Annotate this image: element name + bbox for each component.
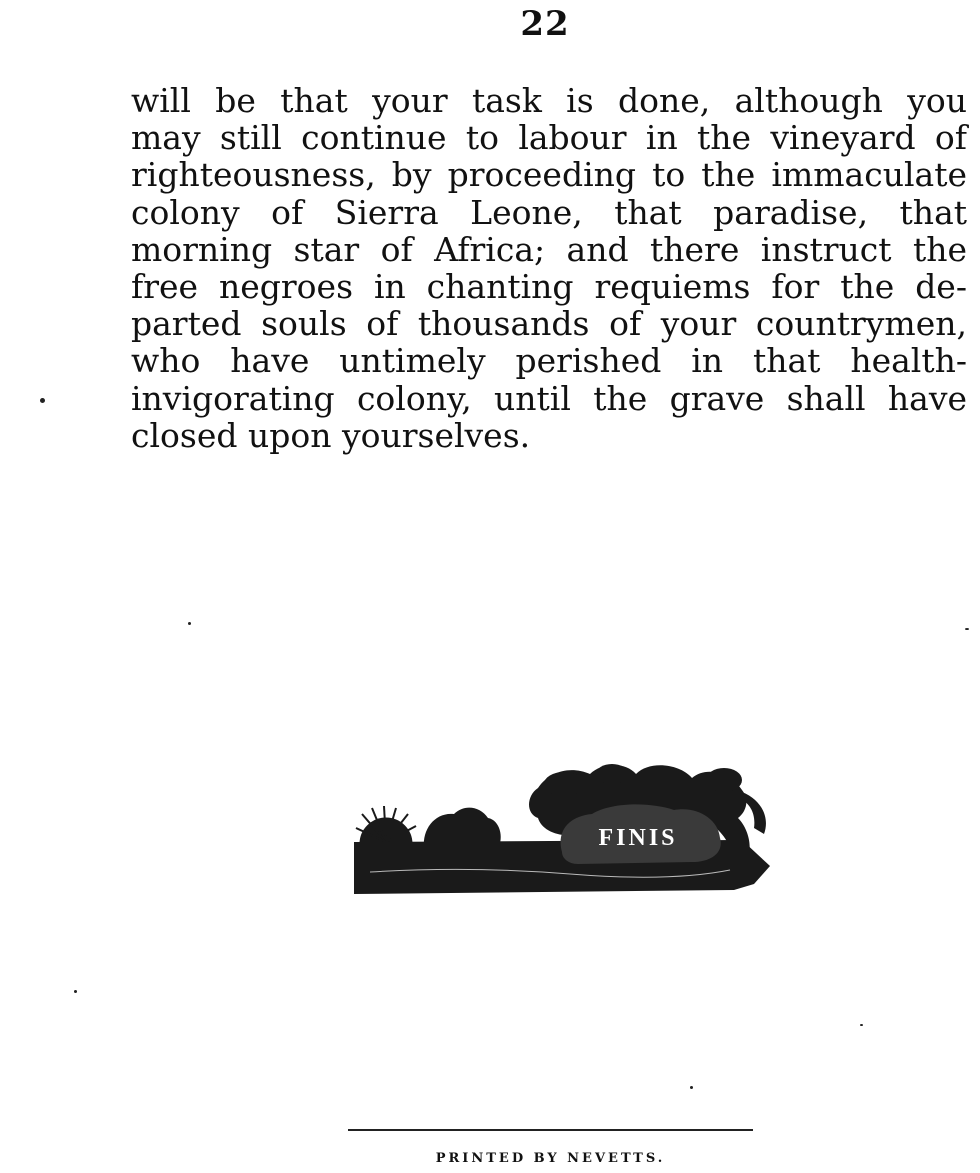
ink-speck: [860, 1024, 863, 1026]
printer-imprint: PRINTED BY NEVETTS.: [435, 1151, 666, 1166]
text-line: colony of Sierra Leone, that paradise, that: [131, 192, 967, 232]
body-text: [131, 82, 967, 454]
text-line: parted souls of thousands of your countrymen,: [131, 304, 967, 344]
text-line: who have untimely perished in that health-: [131, 341, 967, 381]
footer-rule: [348, 1129, 753, 1131]
ink-speck: [74, 990, 77, 993]
ink-speck: [690, 1086, 693, 1089]
finis-vignette: [350, 748, 780, 900]
text-line: righteousness, by proceeding to the immaculate: [131, 155, 967, 195]
text-line: closed upon yourselves.: [131, 415, 531, 455]
ink-speck: [188, 622, 191, 625]
text-line: may still continue to labour in the vineyard of: [131, 118, 967, 158]
finis-label: FINIS: [598, 825, 678, 851]
page-number: 22: [520, 4, 570, 44]
text-line: will be that your task is done, although you: [131, 81, 967, 120]
text-line: morning star of Africa; and there instruct the: [131, 229, 967, 269]
sun-icon: [356, 806, 416, 844]
text-line: free negroes in chanting requiems for the de-: [131, 267, 967, 307]
text-line: invigorating colony, until the grave shall have: [131, 378, 967, 418]
ink-speck: [965, 628, 969, 630]
ink-speck: [40, 398, 45, 403]
